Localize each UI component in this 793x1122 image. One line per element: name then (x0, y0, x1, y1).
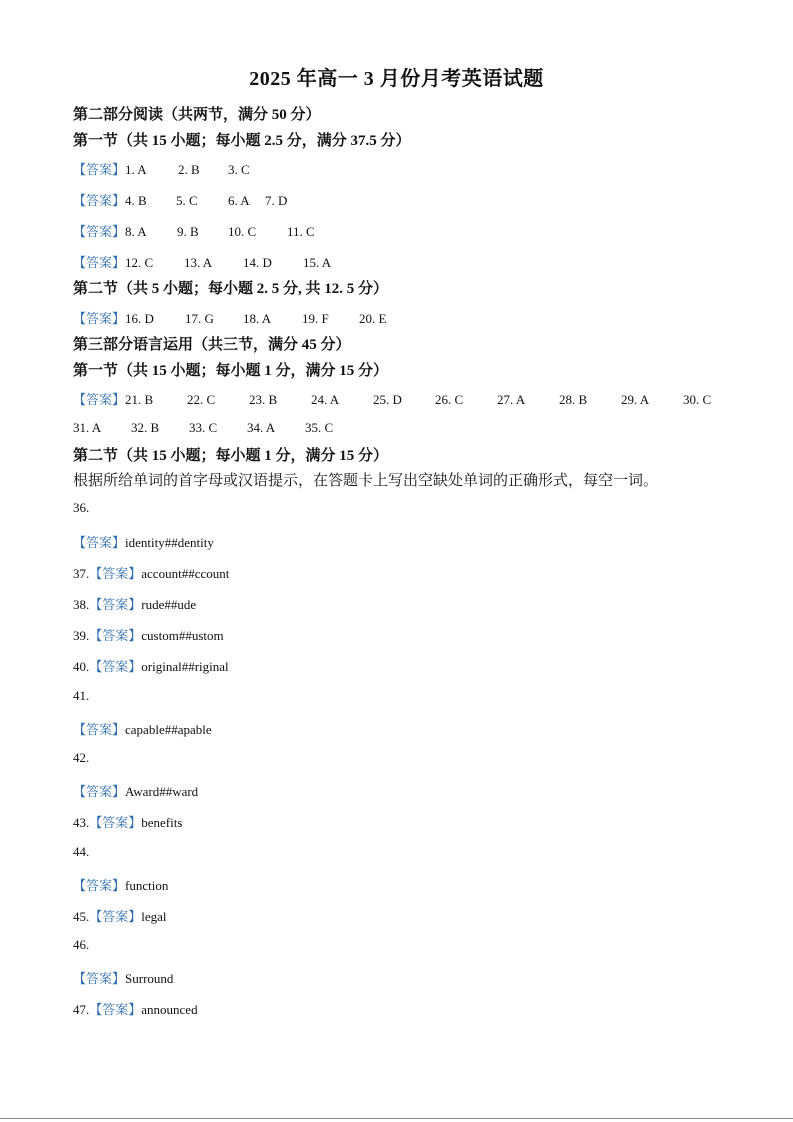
answer-item: 4. B (125, 193, 147, 208)
answer-line-44 (73, 875, 168, 894)
answer-tag: 【答案】 (73, 255, 126, 270)
answer-tag: 【答案】 (73, 162, 126, 177)
question-number: 41. (73, 688, 90, 703)
answer-item: 5. C (176, 193, 198, 208)
answer-item: 30. C (683, 392, 712, 407)
part2-section1-heading: 第一节（共 15 小题；每小题 2.5 分，满分 37.5 分） (73, 133, 411, 149)
answer-line-38 (73, 594, 196, 613)
answer-text: capable##apable (125, 722, 212, 737)
answer-tag: 【答案】 (89, 628, 142, 643)
question-number: 43. (73, 815, 90, 830)
answer-row-6 (73, 389, 711, 408)
answer-row-3 (73, 221, 315, 240)
answer-item: 10. C (228, 224, 257, 239)
answer-tag: 【答案】 (89, 1002, 142, 1017)
question-number: 39. (73, 628, 90, 643)
answer-text: Award##ward (125, 784, 199, 799)
answer-line-46 (73, 968, 173, 987)
answer-item: 32. B (131, 420, 160, 435)
answer-row-1 (73, 159, 250, 178)
question-number: 44. (73, 844, 90, 859)
answer-row-7 (73, 420, 333, 436)
answer-item: 27. A (497, 392, 526, 407)
answer-text: benefits (141, 815, 183, 830)
answer-item: 16. D (125, 311, 154, 326)
part3-heading: 第三部分语言运用（共三节，满分 45 分） (73, 337, 351, 353)
answer-item: 28. B (559, 392, 588, 407)
answer-line-47 (73, 999, 198, 1018)
question-number: 47. (73, 1002, 90, 1017)
answer-tag: 【答案】 (73, 784, 126, 799)
question-number: 45. (73, 909, 90, 924)
question-number: 40. (73, 659, 90, 674)
answer-text: original##riginal (141, 659, 229, 674)
answer-item: 8. A (125, 224, 147, 239)
answer-item: 20. E (359, 311, 387, 326)
answer-item: 35. C (305, 420, 334, 435)
answer-tag: 【答案】 (73, 878, 126, 893)
answer-text: announced (141, 1002, 198, 1017)
answer-item: 15. A (303, 255, 332, 270)
answer-text: account##ccount (141, 566, 230, 581)
answer-line-36 (73, 532, 214, 551)
answer-tag: 【答案】 (73, 971, 126, 986)
answer-item: 33. C (189, 420, 218, 435)
answer-item: 31. A (73, 420, 102, 435)
answer-item: 1. A (125, 162, 147, 177)
answer-text: identity##dentity (125, 535, 214, 550)
question-number: 42. (73, 750, 90, 765)
answer-item: 26. C (435, 392, 464, 407)
answer-item: 6. A (228, 193, 250, 208)
answer-tag: 【答案】 (73, 224, 126, 239)
answer-tag: 【答案】 (89, 909, 142, 924)
answer-line-39 (73, 625, 224, 644)
page-title: 2025 年高一 3 月份月考英语试题 (249, 68, 544, 90)
answer-item: 11. C (287, 224, 315, 239)
answer-line-37 (73, 563, 229, 582)
question-number: 37. (73, 566, 90, 581)
answer-item: 17. G (185, 311, 214, 326)
answer-item: 2. B (178, 162, 200, 177)
answer-text: Surround (125, 971, 174, 986)
answer-line-41 (73, 719, 212, 738)
question-number: 46. (73, 937, 90, 952)
question-number: 38. (73, 597, 90, 612)
part2-heading: 第二部分阅读（共两节，满分 50 分） (73, 107, 321, 123)
answer-line-45 (73, 906, 167, 925)
part3-section2-heading: 第二节（共 15 小题；每小题 1 分，满分 15 分） (73, 448, 389, 464)
part2-section2-heading: 第二节（共 5 小题；每小题 2. 5 分, 共 12. 5 分） (73, 281, 389, 297)
part3-section1-heading: 第一节（共 15 小题；每小题 1 分，满分 15 分） (73, 363, 389, 379)
answer-item: 34. A (247, 420, 276, 435)
answer-item: 13. A (184, 255, 213, 270)
answer-item: 22. C (187, 392, 216, 407)
answer-tag: 【答案】 (73, 193, 126, 208)
instruction-text: 根据所给单词的首字母或汉语提示，在答题卡上写出空缺处单词的正确形式，每空一词。 (73, 473, 659, 489)
answer-item: 29. A (621, 392, 650, 407)
answer-item: 3. C (228, 162, 250, 177)
answer-text: custom##ustom (141, 628, 224, 643)
answer-text: function (125, 878, 169, 893)
answer-tag: 【答案】 (73, 392, 126, 407)
answer-item: 24. A (311, 392, 340, 407)
answer-text: rude##ude (141, 597, 197, 612)
answer-line-40 (73, 656, 229, 675)
answer-row-5 (73, 308, 386, 327)
answer-item: 19. F (302, 311, 329, 326)
answer-item: 18. A (243, 311, 272, 326)
answer-tag: 【答案】 (73, 722, 126, 737)
page-bottom-divider (0, 1118, 793, 1119)
answer-row-4 (73, 252, 331, 271)
answer-item: 25. D (373, 392, 402, 407)
answer-tag: 【答案】 (73, 311, 126, 326)
answer-item: 7. D (265, 193, 288, 208)
answer-item: 14. D (243, 255, 272, 270)
question-number: 36. (73, 500, 90, 515)
answer-tag: 【答案】 (89, 659, 142, 674)
answer-item: 21. B (125, 392, 154, 407)
answer-tag: 【答案】 (89, 597, 142, 612)
answer-tag: 【答案】 (89, 815, 142, 830)
answer-tag: 【答案】 (89, 566, 142, 581)
answer-item: 12. C (125, 255, 154, 270)
answer-text: legal (141, 909, 167, 924)
answer-tag: 【答案】 (73, 535, 126, 550)
answer-row-2 (73, 190, 287, 209)
answer-item: 23. B (249, 392, 278, 407)
answer-item: 9. B (177, 224, 199, 239)
answer-line-43 (73, 812, 182, 831)
answer-line-42 (73, 781, 198, 800)
